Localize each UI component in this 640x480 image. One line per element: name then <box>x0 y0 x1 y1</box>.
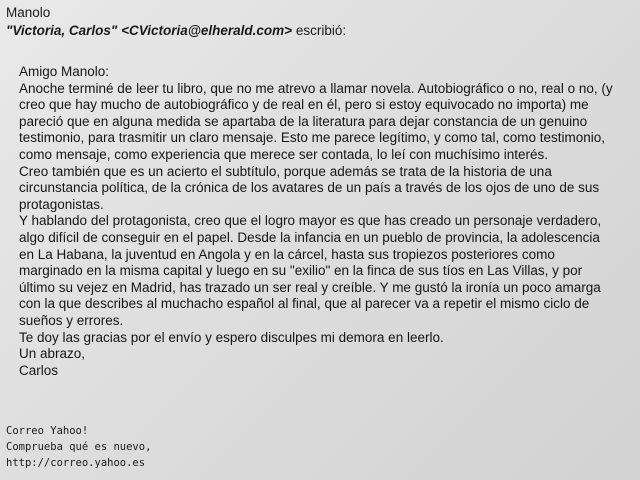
letter-line: último su vejez en Madrid, has trazado un ser real y creíble. Y me gustó la ironía un poco amarga <box>19 279 601 295</box>
letter-line: Y hablando del protagonista, creo que el logro mayor es que has creado un personaje verdadero, <box>19 213 602 229</box>
letter-line: en La Habana, la juventud en Angola y en la cárcel, hasta sus tropiezos posteriores como <box>19 246 555 262</box>
sender-line <box>6 23 346 39</box>
letter-line: sueños y errores. <box>19 312 124 328</box>
letter-line: pareció que en alguna medida se apartaba de la literatura para dejar constancia de un genuino <box>19 113 588 129</box>
letter-line: algo difícil de conseguir en el papel. Desde la infancia en un pueblo de provincia, la adolescencia <box>19 229 600 245</box>
letter-line: Amigo Manolo: <box>19 64 110 79</box>
letter-line: Te doy las gracias por el envío y espero disculpes mi demora en leerlo. <box>19 329 444 345</box>
letter-line: con la que describes al muchacho español al final, que al parecer va a repetir el mismo ciclo de <box>19 296 590 312</box>
letter-line: creo que hay mucho de autobiográfico y de real en él, pero si estoy equivocado no importa) me <box>19 97 589 113</box>
letter-line: como mensaje, como experiencia que merece ser contada, lo leí con muchísimo interés. <box>19 146 549 162</box>
sender-display: "Victoria, Carlos" <CVictoria@elherald.com> <box>6 23 293 38</box>
footer-brand: Correo Yahoo! <box>6 425 89 437</box>
recipient-name: Manolo <box>6 5 51 20</box>
letter-line: marginado en la misma capital y luego en su "exilio" en la finca de sus tíos en Las Villas, y por <box>19 263 583 279</box>
footer-tagline: Comprueba qué es nuevo, <box>6 441 152 453</box>
letter-body <box>19 64 640 379</box>
letter-line: protagonistas. <box>19 196 104 212</box>
letter-line: Creo también que es un acierto el subtítulo, porque además se trata de la historia de una <box>19 163 552 179</box>
letter-line: circunstancia política, de la crónica de los avatares de un país a través de los ojos de uno de sus <box>19 180 600 196</box>
letter-line: Anoche terminé de leer tu libro, que no me atrevo a llamar novela. Autobiográfico o no, real o no, (y <box>19 80 613 96</box>
yahoo-footer <box>6 423 151 471</box>
letter-line: Carlos <box>19 362 59 378</box>
letter-line: Un abrazo, <box>19 346 86 362</box>
letter-line: testimonio, para trasmitir un claro mensaje. Esto me parece legítimo, y como tal, como testimonio, <box>19 130 605 146</box>
footer-url: http://correo.yahoo.es <box>6 457 146 469</box>
sender-verb: escribió: <box>295 23 347 38</box>
